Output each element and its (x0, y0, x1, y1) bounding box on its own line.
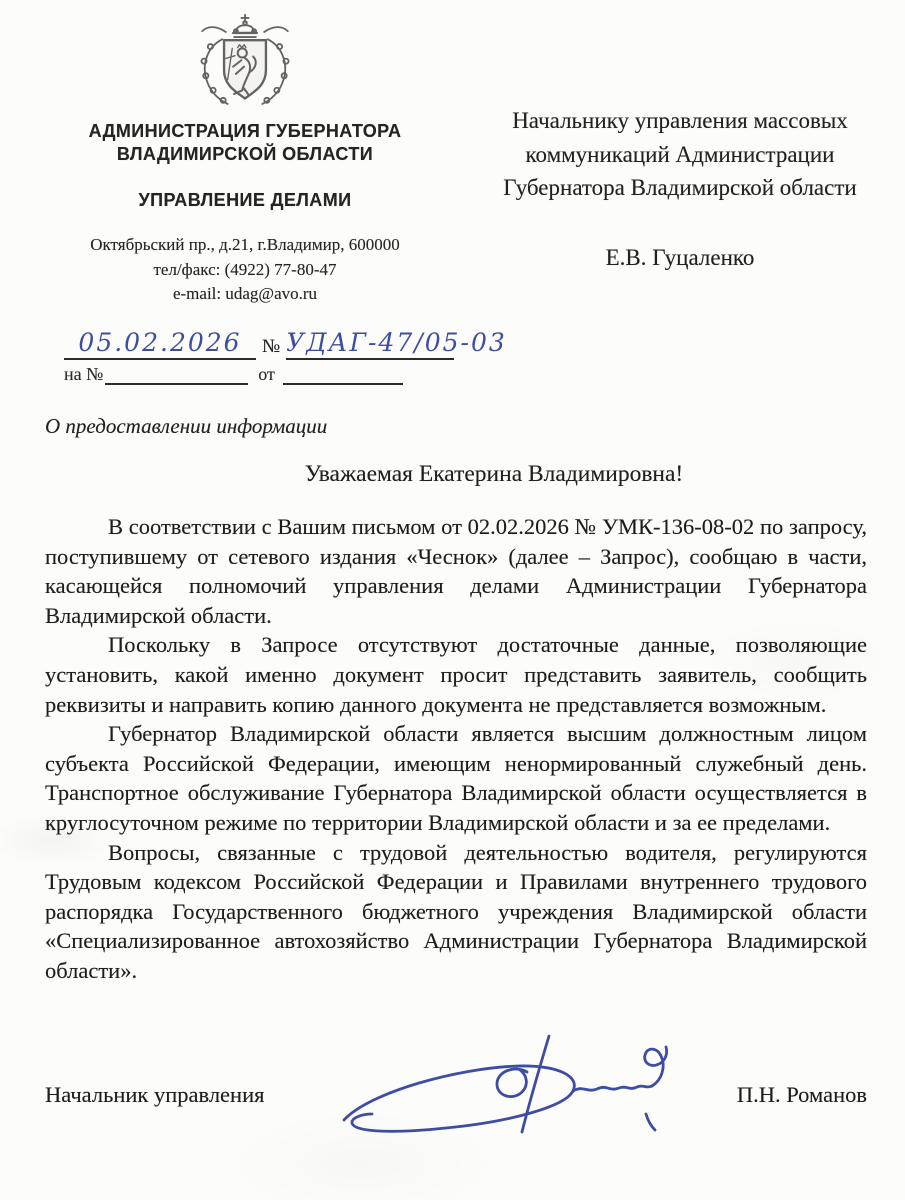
reply-to-label: на № (64, 364, 104, 384)
outgoing-date-handwritten: 05.02.2026 (78, 328, 242, 357)
reply-number-blank (105, 365, 248, 385)
organization-name (55, 120, 435, 166)
recipient-block (468, 104, 892, 274)
recipient-name: Е.В. Гуцаленко (605, 244, 755, 270)
subject-line: О предоставлении информации (45, 414, 328, 438)
coat-of-arms-icon (185, 12, 305, 114)
reference-block (64, 316, 564, 385)
signer-position: Начальник управления (45, 1082, 265, 1107)
reply-from-label: от (258, 364, 275, 384)
recipient-title: Начальнику управления массовых коммуникаций Администрации Губернатора Владимирской области (503, 108, 857, 200)
org-name-line2: ВЛАДИМИРСКОЙ ОБЛАСТИ (116, 144, 374, 164)
reply-date-blank (283, 365, 403, 385)
letter-body (45, 512, 867, 986)
department-name: УПРАВЛЕНИЕ ДЕЛАМИ (138, 190, 352, 210)
outgoing-reference-line (64, 316, 564, 360)
incoming-reference-line (64, 364, 564, 385)
body-paragraph-2: Поскольку в Запросе отсутствуют достаточные данные, позволяющие установить, какой именно документ просит представить заявитель, сообщить реквизиты и направить копию данного документа не представляется возможным. (45, 632, 867, 717)
body-paragraph-3: Губернатор Владимирской области является высшим должностным лицом субъекта Российской Федерации, имеющим ненормированный служебный день. Транспортное обслуживание Губернатора Владимирской области осуществляется в круглосуточном режиме по территории Владимирской области и за ее пределами. (45, 721, 867, 835)
number-sign: № (262, 336, 281, 357)
phone-fax: тел/факс: (4922) 77-80-47 (153, 259, 337, 279)
handwritten-signature-icon (330, 1030, 670, 1150)
salutation: Уважаемая Екатерина Владимировна! (304, 461, 684, 487)
signer-name: П.Н. Романов (736, 1082, 867, 1107)
letterhead (55, 12, 435, 307)
email-address: e-mail: udag@avo.ru (172, 284, 318, 303)
postal-address: Октябрьский пр., д.21, г.Владимир, 600000 (90, 235, 400, 254)
contact-info (55, 233, 435, 307)
body-paragraph-4: Вопросы, связанные с трудовой деятельностью водителя, регулируются Трудовым кодексом Российской Федерации и Правилами внутреннего трудового распорядка Государственного бюджетного учреждения Владимирской области «Специализированное автохозяйство Администрации Губернатора Владимирской области». (45, 839, 867, 983)
body-paragraph-1: В соответствии с Вашим письмом от 02.02.2026 № УМК-136-08-02 по запросу, поступившему от сетевого издания «Чеснок» (далее – Запрос), сообщаю в части, касающейся полномочий управления делами Администрации Губернатора Владимирской области. (45, 514, 867, 628)
org-name-line1: АДМИНИСТРАЦИЯ ГУБЕРНАТОРА (88, 121, 402, 141)
outgoing-number-handwritten: УДАГ-47/05-03 (286, 328, 507, 357)
